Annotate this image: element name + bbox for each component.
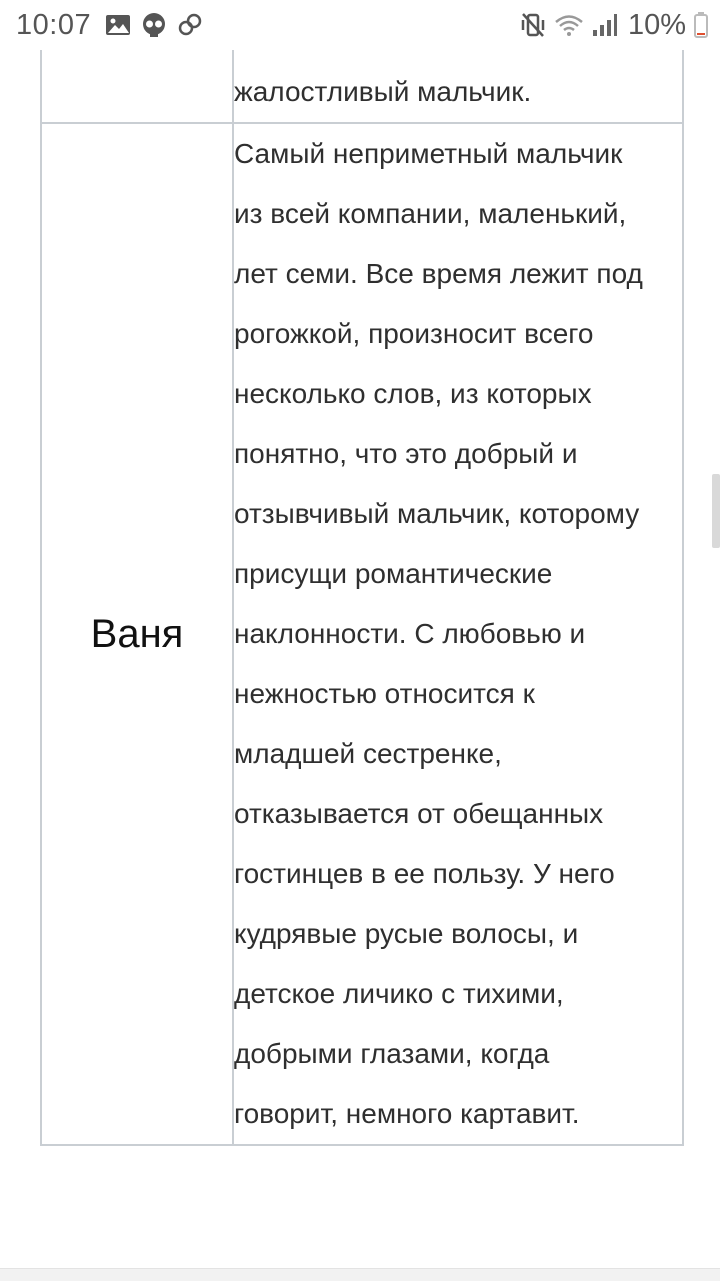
description-line: нежностью относится к xyxy=(234,678,535,709)
characters-table xyxy=(40,0,684,1146)
clock: 10:07 xyxy=(16,8,92,41)
description-line: присущи романтические xyxy=(234,558,553,589)
mute-vibrate-icon xyxy=(520,12,546,38)
description-line: детское личико с тихими, xyxy=(234,978,564,1009)
description-line: отказывается от обещанных xyxy=(234,798,604,829)
description-line: понятно, что это добрый и xyxy=(234,438,578,469)
gallery-icon xyxy=(105,13,131,37)
link-icon xyxy=(177,12,203,38)
name-cell xyxy=(41,123,233,1145)
description-line: наклонности. С любовью и xyxy=(234,618,586,649)
description-line: добрыми глазами, когда xyxy=(234,1038,550,1069)
description-line: жалостливый мальчик. xyxy=(234,76,532,107)
status-bar xyxy=(0,0,720,50)
skull-icon xyxy=(141,12,167,38)
description-line: рогожкой, произносит всего xyxy=(234,318,594,349)
description-line: несколько слов, из которых xyxy=(234,378,592,409)
battery-percent: 10% xyxy=(627,8,686,41)
battery-icon xyxy=(694,12,708,38)
description-cell xyxy=(233,123,683,1145)
description-line: отзывчивый мальчик, которому xyxy=(234,498,640,529)
signal-icon xyxy=(592,13,618,37)
description-line: младшей сестренке, xyxy=(234,738,502,769)
description-line: Самый неприметный мальчик xyxy=(234,138,623,169)
table-row xyxy=(41,123,683,1145)
bottom-edge xyxy=(0,1268,720,1281)
description-line: гостинцев в ее пользу. У него xyxy=(234,858,615,889)
character-name: Ваня xyxy=(90,611,184,656)
description-line: лет семи. Все время лежит под xyxy=(234,258,643,289)
description-line: из всей компании, маленький, xyxy=(234,198,627,229)
wifi-icon xyxy=(554,13,584,37)
description-line: говорит, немного картавит. xyxy=(234,1098,580,1129)
description-line: кудрявые русые волосы, и xyxy=(234,918,579,949)
scrollbar-thumb[interactable] xyxy=(712,474,720,548)
